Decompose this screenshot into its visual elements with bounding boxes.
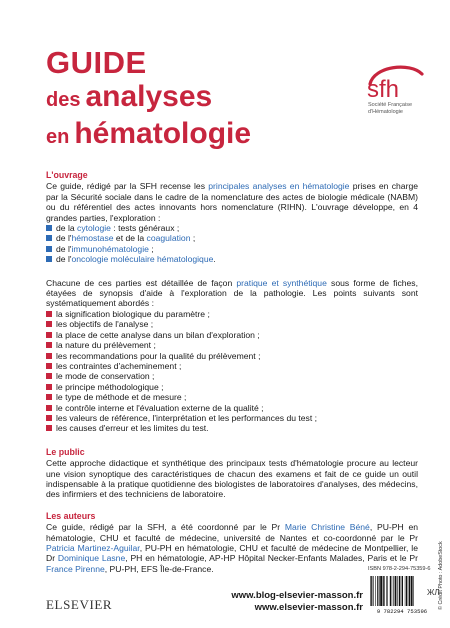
barcode-bar xyxy=(409,576,410,606)
barcode-bar xyxy=(379,576,380,606)
author-name: Marie Christine Béné xyxy=(284,522,370,533)
barcode-bar xyxy=(413,576,414,606)
section-heading-ouvrage: L'ouvrage xyxy=(46,170,88,180)
barcode-bar xyxy=(406,576,407,606)
barcode-bar xyxy=(393,576,394,606)
barcode-bar xyxy=(392,576,393,606)
points-list xyxy=(46,309,418,434)
sfh-logo-mark xyxy=(364,60,426,100)
barcode-bar xyxy=(397,576,398,606)
barcode-bar xyxy=(386,576,387,606)
barcode-digits: 9 782294 753596 xyxy=(376,608,428,614)
list-item: la nature du prélèvement ; xyxy=(46,340,418,350)
title-des: des xyxy=(46,89,81,111)
barcode-bar xyxy=(408,576,409,606)
author-name: Dominique Lasne xyxy=(57,553,126,564)
barcode-bar xyxy=(371,576,372,606)
list-item: de la cytologie : tests généraux ; xyxy=(46,223,418,233)
back-cover-text xyxy=(46,170,418,574)
title-row-hematologie xyxy=(46,117,251,154)
title-en: en xyxy=(46,126,70,148)
section-heading-auteurs: Les auteurs xyxy=(46,510,96,521)
barcode-bar xyxy=(377,576,378,606)
barcode-bar xyxy=(370,576,371,606)
list-item: de l'immunohématologie ; xyxy=(46,244,418,254)
highlight-pratique-synthetique: pratique et synthétique xyxy=(236,277,327,288)
barcode-bar xyxy=(380,576,382,606)
list-item: les contraintes d'acheminement ; xyxy=(46,361,418,371)
title-row-analyses xyxy=(46,80,251,117)
publisher-logo: ELSEVIER xyxy=(46,597,113,612)
barcode-bar xyxy=(384,576,385,606)
list-item: le type de méthode et de mesure ; xyxy=(46,392,418,402)
author-name: France Pirenne xyxy=(46,563,105,574)
ouvrage-intro: Ce guide, rédigé par la SFH recense les principales analyses en hématologie prises en charge par la Sécurité sociale dans le cadre de la nomenclature des actes de biologie médicale (NABM) ou du référentiel des actes innovants hors nomenclature (RIHN). L'ouvrage développe, en 4 grandes parties, l'exploration : xyxy=(46,181,419,223)
list-item: la signification biologique du paramètre ; xyxy=(46,309,418,319)
barcode-bar xyxy=(405,576,406,606)
list-item: de l'hémostase et de la coagulation ; xyxy=(46,233,418,243)
photo-credit: © Crédit Photo : AdobeStock xyxy=(438,541,444,610)
sfh-caption-line2: d'Hématologie xyxy=(368,108,403,115)
cn-mark: ЖЛ xyxy=(427,588,440,597)
structure-intro: Chacune de ces parties est détaillée de façon pratique et synthétique sous forme de fiches, étayées de synopsis d'aide à l'exploration de la pathologie. Les points suivants sont systématiquement abordés : xyxy=(46,277,418,309)
barcode-bar xyxy=(399,576,400,606)
title-guide: GUIDE xyxy=(46,45,147,80)
sfh-logo xyxy=(364,60,434,115)
list-item: les valeurs de référence, l'interprétation et les performances du test ; xyxy=(46,413,418,423)
sfh-caption xyxy=(368,102,434,115)
barcode-bar xyxy=(373,576,374,606)
book-title xyxy=(46,46,251,154)
list-item: de l'oncologie moléculaire hématologique. xyxy=(46,254,418,264)
barcode-bar xyxy=(375,576,376,606)
barcode-bar xyxy=(390,576,391,606)
barcode-bar xyxy=(411,576,413,606)
list-item: les recommandations pour la qualité du prélèvement ; xyxy=(46,351,418,361)
parts-list xyxy=(46,223,418,265)
section-heading-public: Le public xyxy=(46,446,85,457)
list-item: le principe méthodologique ; xyxy=(46,382,418,392)
sfh-caption-line1: Société Française xyxy=(368,102,413,108)
title-analyses: analyses xyxy=(85,80,213,113)
barcode-bar xyxy=(383,576,384,606)
isbn-label: ISBN 978-2-294-75359-6 xyxy=(368,566,431,572)
barcode-bar xyxy=(401,576,402,606)
title-hematologie: hématologie xyxy=(74,117,252,150)
highlight-principales-analyses: principales analyses en hématologie xyxy=(208,181,350,192)
barcode-bar xyxy=(387,576,388,606)
barcode-bar xyxy=(402,576,403,606)
public-text: Cette approche didactique et synthétique des principaux tests d'hématologie procure au lecteur une vision synoptique des caractéristiques de chacun des examens et fait de ce guide un outil indispensable à la pratique quotidienne des biologistes de laboratoires d'analyses, des médecins, des infirmiers et des techniciens de laboratoire. xyxy=(46,458,418,500)
list-item: le mode de conservation ; xyxy=(46,371,418,381)
list-item: la place de cette analyse dans un bilan d'exploration ; xyxy=(46,330,418,340)
author-name: Patricia Martinez-Aguilar xyxy=(46,543,140,553)
blog-link[interactable]: www.blog-elsevier-masson.fr xyxy=(231,590,363,601)
list-item: le contrôle interne et l'évaluation externe de la qualité ; xyxy=(46,403,418,413)
sfh-logo-text: sfh xyxy=(367,76,400,100)
barcode-bar xyxy=(395,576,397,606)
website-link[interactable]: www.elsevier-masson.fr xyxy=(254,602,363,613)
list-item: les causes d'erreur et les limites du test. xyxy=(46,423,418,433)
list-item: les objectifs de l'analyse ; xyxy=(46,319,418,329)
auteurs-text: Ce guide, rédigé par la SFH, a été coordonné par le Pr Marie Christine Béné, PU-PH en hématologie, CHU et faculté de médecine, université de Nantes et co-coordonné par le Pr Patricia Martinez-Aguilar, PU-PH en hématologie, CHU et faculté de médecine de Montpellier, le Dr Dominique Lasne, PH en hématologie, AP-HP Hôpital Necker-Enfants Malades, Paris et le Pr France Pirenne, PU-PH, EFS Île-de-France. xyxy=(46,522,419,574)
footer-urls xyxy=(185,590,363,614)
